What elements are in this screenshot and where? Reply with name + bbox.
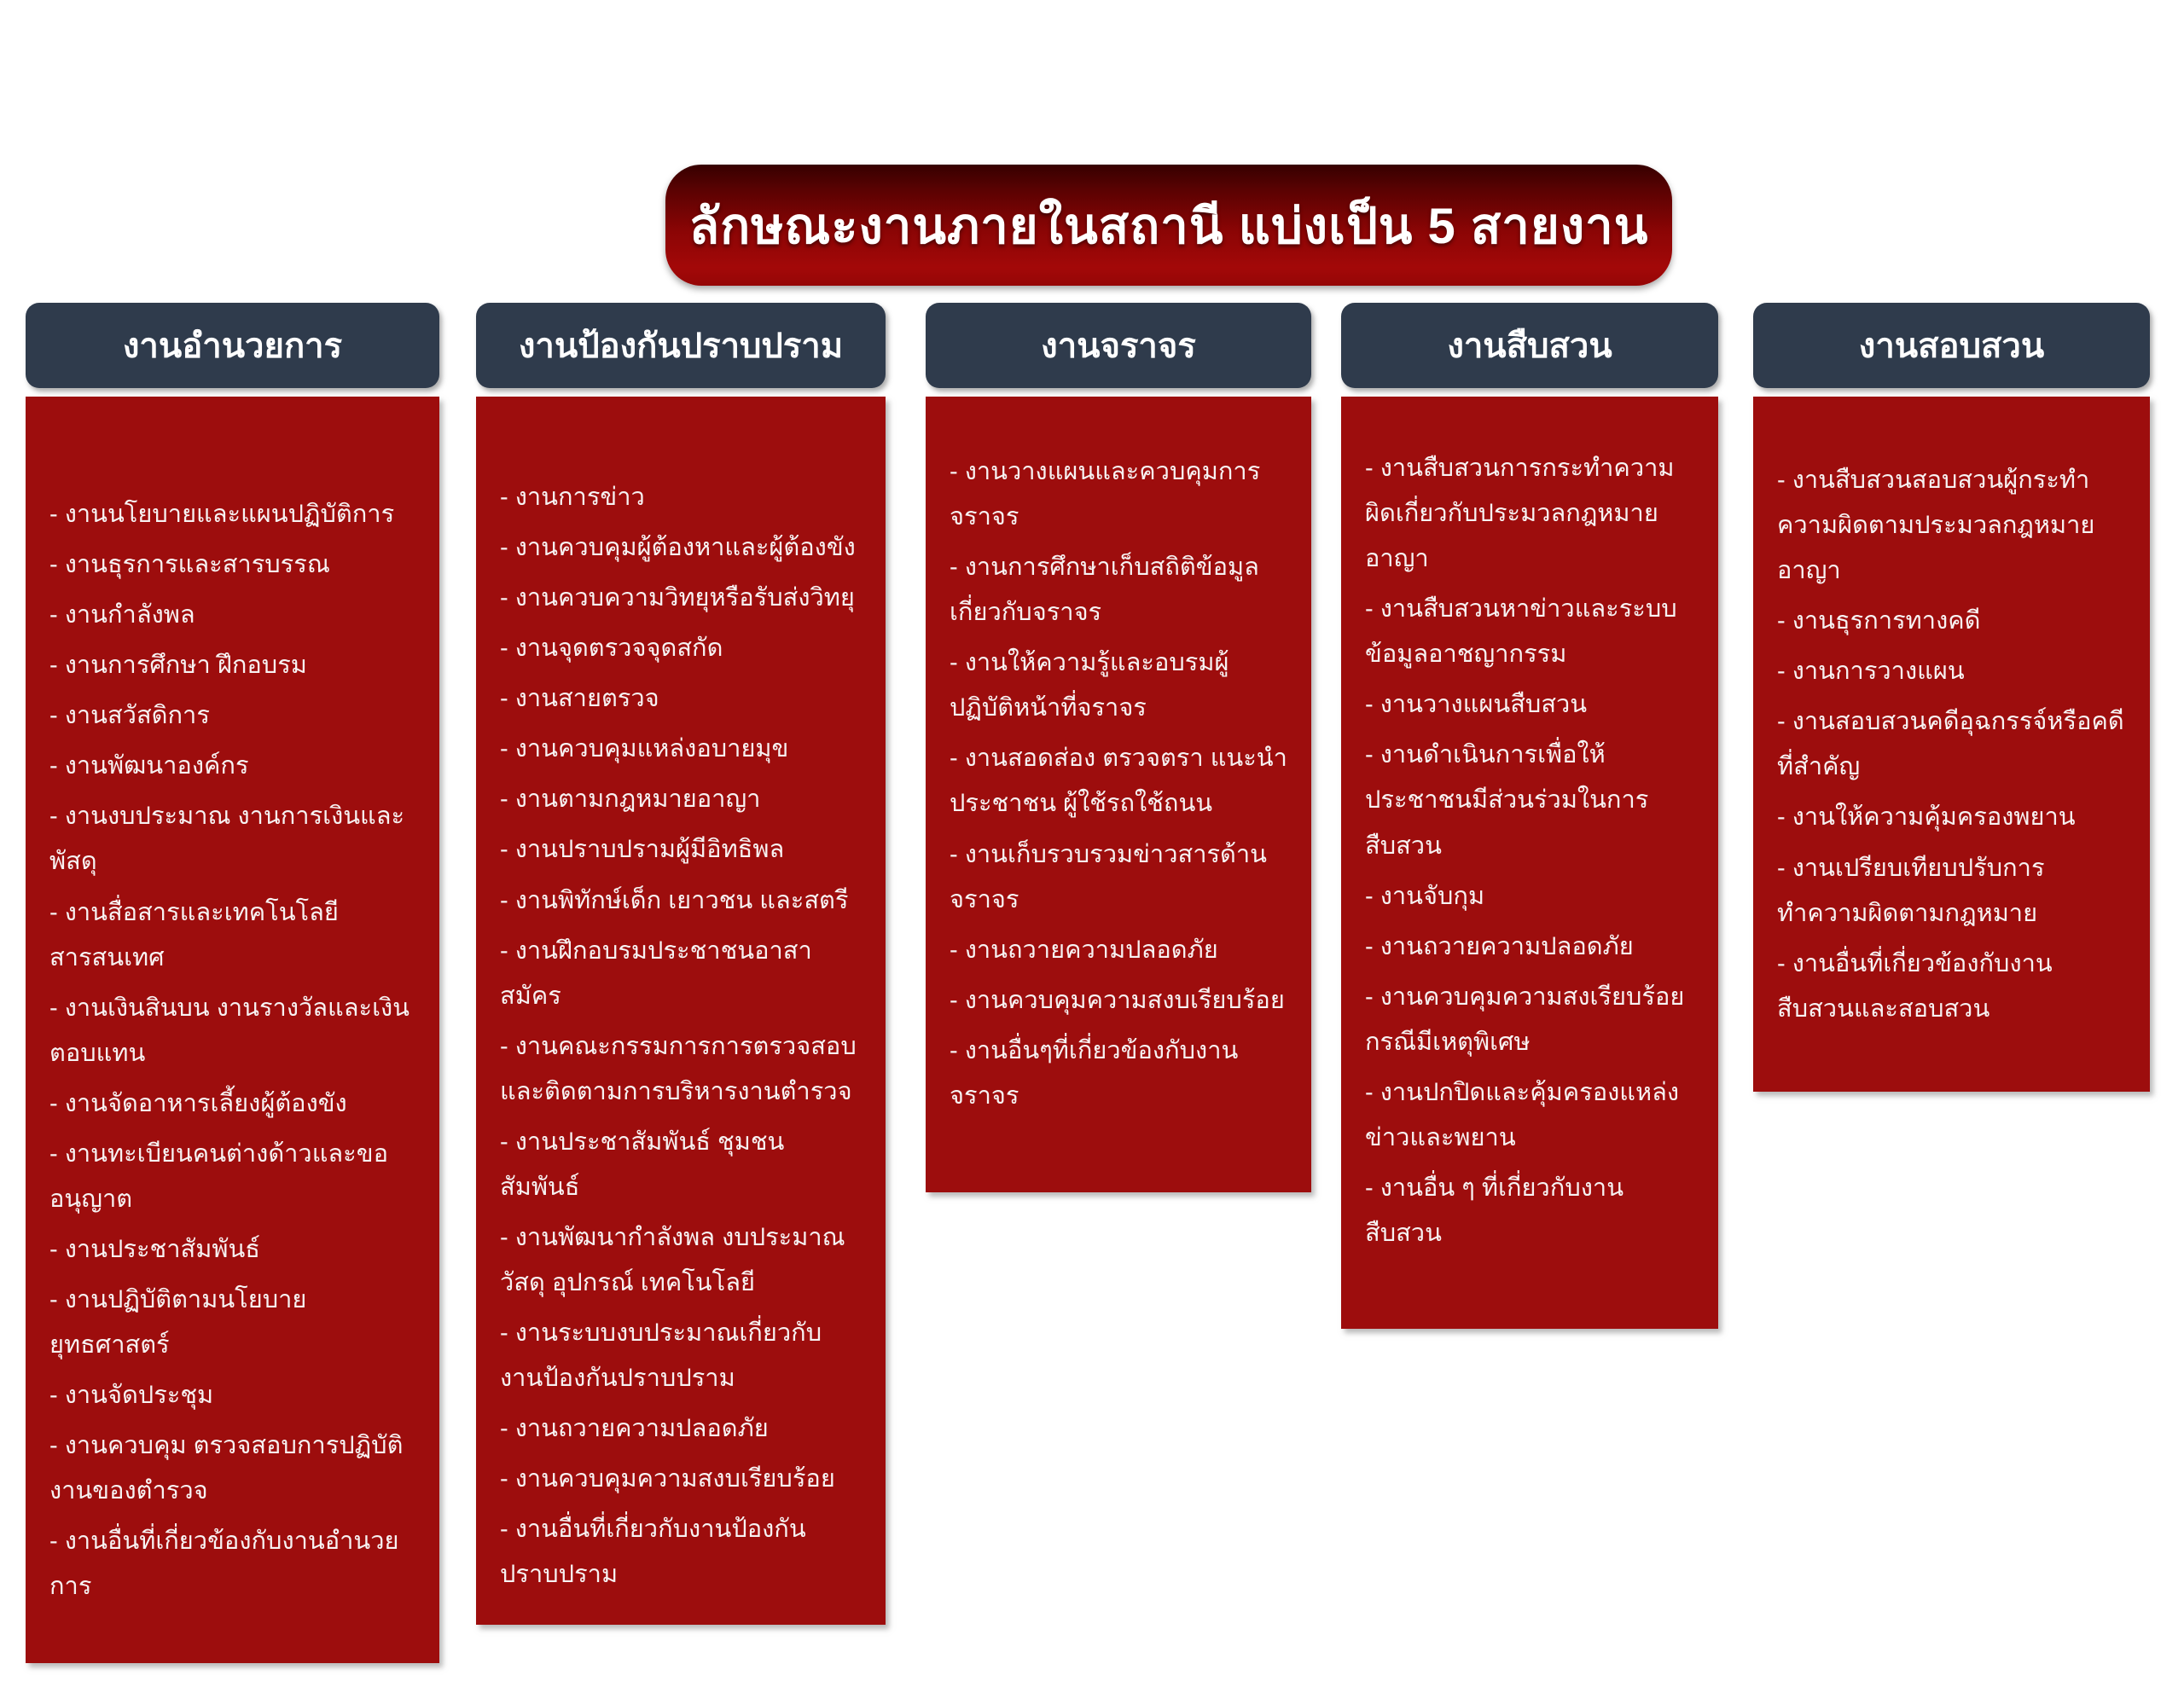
work-item: - งานวางแผนและควบคุมการจราจร: [950, 458, 1261, 531]
work-item: - งานควบคุมความสงบเรียบร้อย: [950, 986, 1285, 1014]
column-header-administration: [26, 303, 439, 388]
work-item: - งานประชาสัมพันธ์ ชุมชนสัมพันธ์: [500, 1128, 785, 1201]
work-item: - งานนโยบายและแผนปฏิบัติการ: [49, 501, 395, 528]
column-header-prevention-suppression: [476, 303, 886, 388]
work-item: - งานสืบสวนสอบสวนผู้กระทำความผิดตามประมวลกฎหมายอาญา: [1777, 467, 2095, 585]
column-body-prevention-suppression: [476, 397, 886, 1625]
work-item: - งานพัฒนาองค์กร: [49, 752, 249, 780]
work-item: - งานจับกุม: [1365, 882, 1485, 910]
work-item: - งานเปรียบเทียบปรับการทำความผิดตามกฎหมาย: [1777, 854, 2045, 927]
column-body-investigation: [1341, 397, 1718, 1329]
work-item: - งานอื่นที่เกี่ยวกับงานป้องกันปราบปราม: [500, 1516, 806, 1589]
work-item: - งานอื่นที่เกี่ยวข้องกับงานอำนวยการ: [49, 1528, 399, 1601]
work-item: - งานให้ความคุ้มครองพยาน: [1777, 803, 2076, 832]
work-item: - งานพัฒนากำลังพล งบประมาณ วัสดุ อุปกรณ์ เทคโนโลยี: [500, 1223, 845, 1296]
work-item: - งานเงินสินบน งานรางวัลและเงินตอบแทน: [49, 994, 410, 1067]
work-item: - งานควบความวิทยุหรือรับส่งวิทยุ: [500, 584, 855, 612]
work-item: - งานอื่นที่เกี่ยวข้องกับงานสืบสวนและสอบสวน: [1777, 949, 2053, 1023]
work-item: - งานสอบสวนคดีอุฉกรรจ์หรือคดีที่สำคัญ: [1777, 708, 2124, 781]
column-body-traffic: [926, 397, 1311, 1192]
work-item: - งานอื่นๆที่เกี่ยวข้องกับงานจราจร: [950, 1036, 1239, 1110]
work-item: - งานคณะกรรมการการตรวจสอบและติดตามการบริหารงานตำรวจ: [500, 1032, 857, 1105]
work-item: - งานการข่าว: [500, 484, 645, 511]
work-item: - งานตามกฎหมายอาญา: [500, 786, 761, 814]
work-item: - งานควบคุมความสงบเรียบร้อย: [500, 1465, 835, 1493]
work-item: - งานพิทักษ์เด็ก เยาวชน และสตรี: [500, 886, 849, 914]
work-item: - งานจัดอาหารเลี้ยงผู้ต้องขัง: [49, 1089, 347, 1117]
work-item: - งานธุรการทางคดี: [1777, 607, 1981, 635]
work-item: - งานงบประมาณ งานการเงินและพัสดุ: [49, 803, 405, 876]
work-item: - งานเก็บรวบรวมข่าวสารด้านจราจร: [950, 840, 1268, 913]
column-body-inquiry: [1753, 397, 2150, 1092]
work-item: - งานดำเนินการเพื่อให้ประชาชนมีส่วนร่วมในการสืบสวน: [1365, 741, 1649, 860]
work-item: - งานสืบสวนการกระทำความผิดเกี่ยวกับประมวลกฎหมายอาญา: [1365, 455, 1675, 573]
column-header-label: งานอำนวยการ: [122, 328, 343, 365]
work-item: - งานควบคุมความสงเรียบร้อยกรณีมีเหตุพิเศษ: [1365, 983, 1685, 1056]
column-header-traffic: [926, 303, 1311, 388]
work-item: - งานทะเบียนคนต่างด้าวและขออนุญาต: [49, 1139, 388, 1213]
work-item: - งานสอดส่อง ตรวจตรา แนะนำประชาชน ผู้ใช้รถใช้ถนน: [950, 745, 1287, 818]
work-item: - งานถวายความปลอดภัย: [950, 936, 1218, 964]
work-item: - งานสายตรวจ: [500, 685, 659, 713]
column-header-label: งานป้องกันปราบปราม: [518, 328, 844, 365]
work-item: - งานถวายความปลอดภัย: [1365, 932, 1634, 960]
work-item: - งานการศึกษาเก็บสถิติข้อมูลเกี่ยวกับจราจร: [950, 554, 1259, 627]
work-item: - งานประชาสัมพันธ์: [49, 1235, 260, 1263]
work-item: - งานวางแผนสืบสวน: [1365, 691, 1588, 719]
work-item: - งานควบคุม ตรวจสอบการปฏิบัติงานของตำรวจ: [49, 1432, 404, 1505]
work-item: - งานปฏิบัติตามนโยบายยุทธศาสตร์: [49, 1286, 307, 1359]
work-item: - งานการศึกษา ฝึกอบรม: [49, 652, 307, 680]
work-item: - งานควบคุมแหล่งอบายมุข: [500, 735, 789, 763]
column-header-label: งานสืบสวน: [1447, 328, 1612, 365]
column-body-administration: [26, 397, 439, 1663]
work-item: - งานจุดตรวจจุดสกัด: [500, 635, 723, 663]
page-title: [665, 165, 1672, 286]
work-item: - งานสื่อสารและเทคโนโลยีสารสนเทศ: [49, 898, 339, 971]
column-header-investigation: [1341, 303, 1718, 388]
column-header-inquiry: [1753, 303, 2150, 388]
column-header-label: งานสอบสวน: [1858, 328, 2045, 365]
work-item: - งานฝึกอบรมประชาชนอาสาสมัคร: [500, 936, 812, 1010]
work-item: - งานสวัสดิการ: [49, 702, 210, 730]
work-item: - งานให้ความรู้และอบรมผู้ปฏิบัติหน้าที่จราจร: [950, 649, 1229, 722]
work-item: - งานสืบสวนหาข่าวและระบบข้อมูลอาชญากรรม: [1365, 595, 1677, 669]
work-item: - งานปกปิดและคุ้มครองแหล่งข่าวและพยาน: [1365, 1078, 1680, 1151]
work-item: - งานการวางแผน: [1777, 658, 1965, 686]
page-title-text: ลักษณะงานภายในสถานี แบ่งเป็น 5 สายงาน: [688, 198, 1649, 254]
work-item: - งานถวายความปลอดภัย: [500, 1415, 769, 1443]
work-item: - งานควบคุมผู้ต้องหาและผู้ต้องขัง: [500, 534, 856, 562]
work-item: - งานอื่น ๆ ที่เกี่ยวกับงานสืบสวน: [1365, 1174, 1624, 1247]
work-item: - งานกำลังพล: [49, 601, 195, 629]
work-item: - งานระบบงบประมาณเกี่ยวกับงานป้องกันปราบปราม: [500, 1319, 822, 1393]
column-header-label: งานจราจร: [1041, 328, 1196, 365]
work-item: - งานปราบปรามผู้มีอิทธิพล: [500, 836, 785, 864]
work-item: - งานธุรการและสารบรรณ: [49, 551, 330, 579]
work-item: - งานจัดประชุม: [49, 1382, 214, 1410]
